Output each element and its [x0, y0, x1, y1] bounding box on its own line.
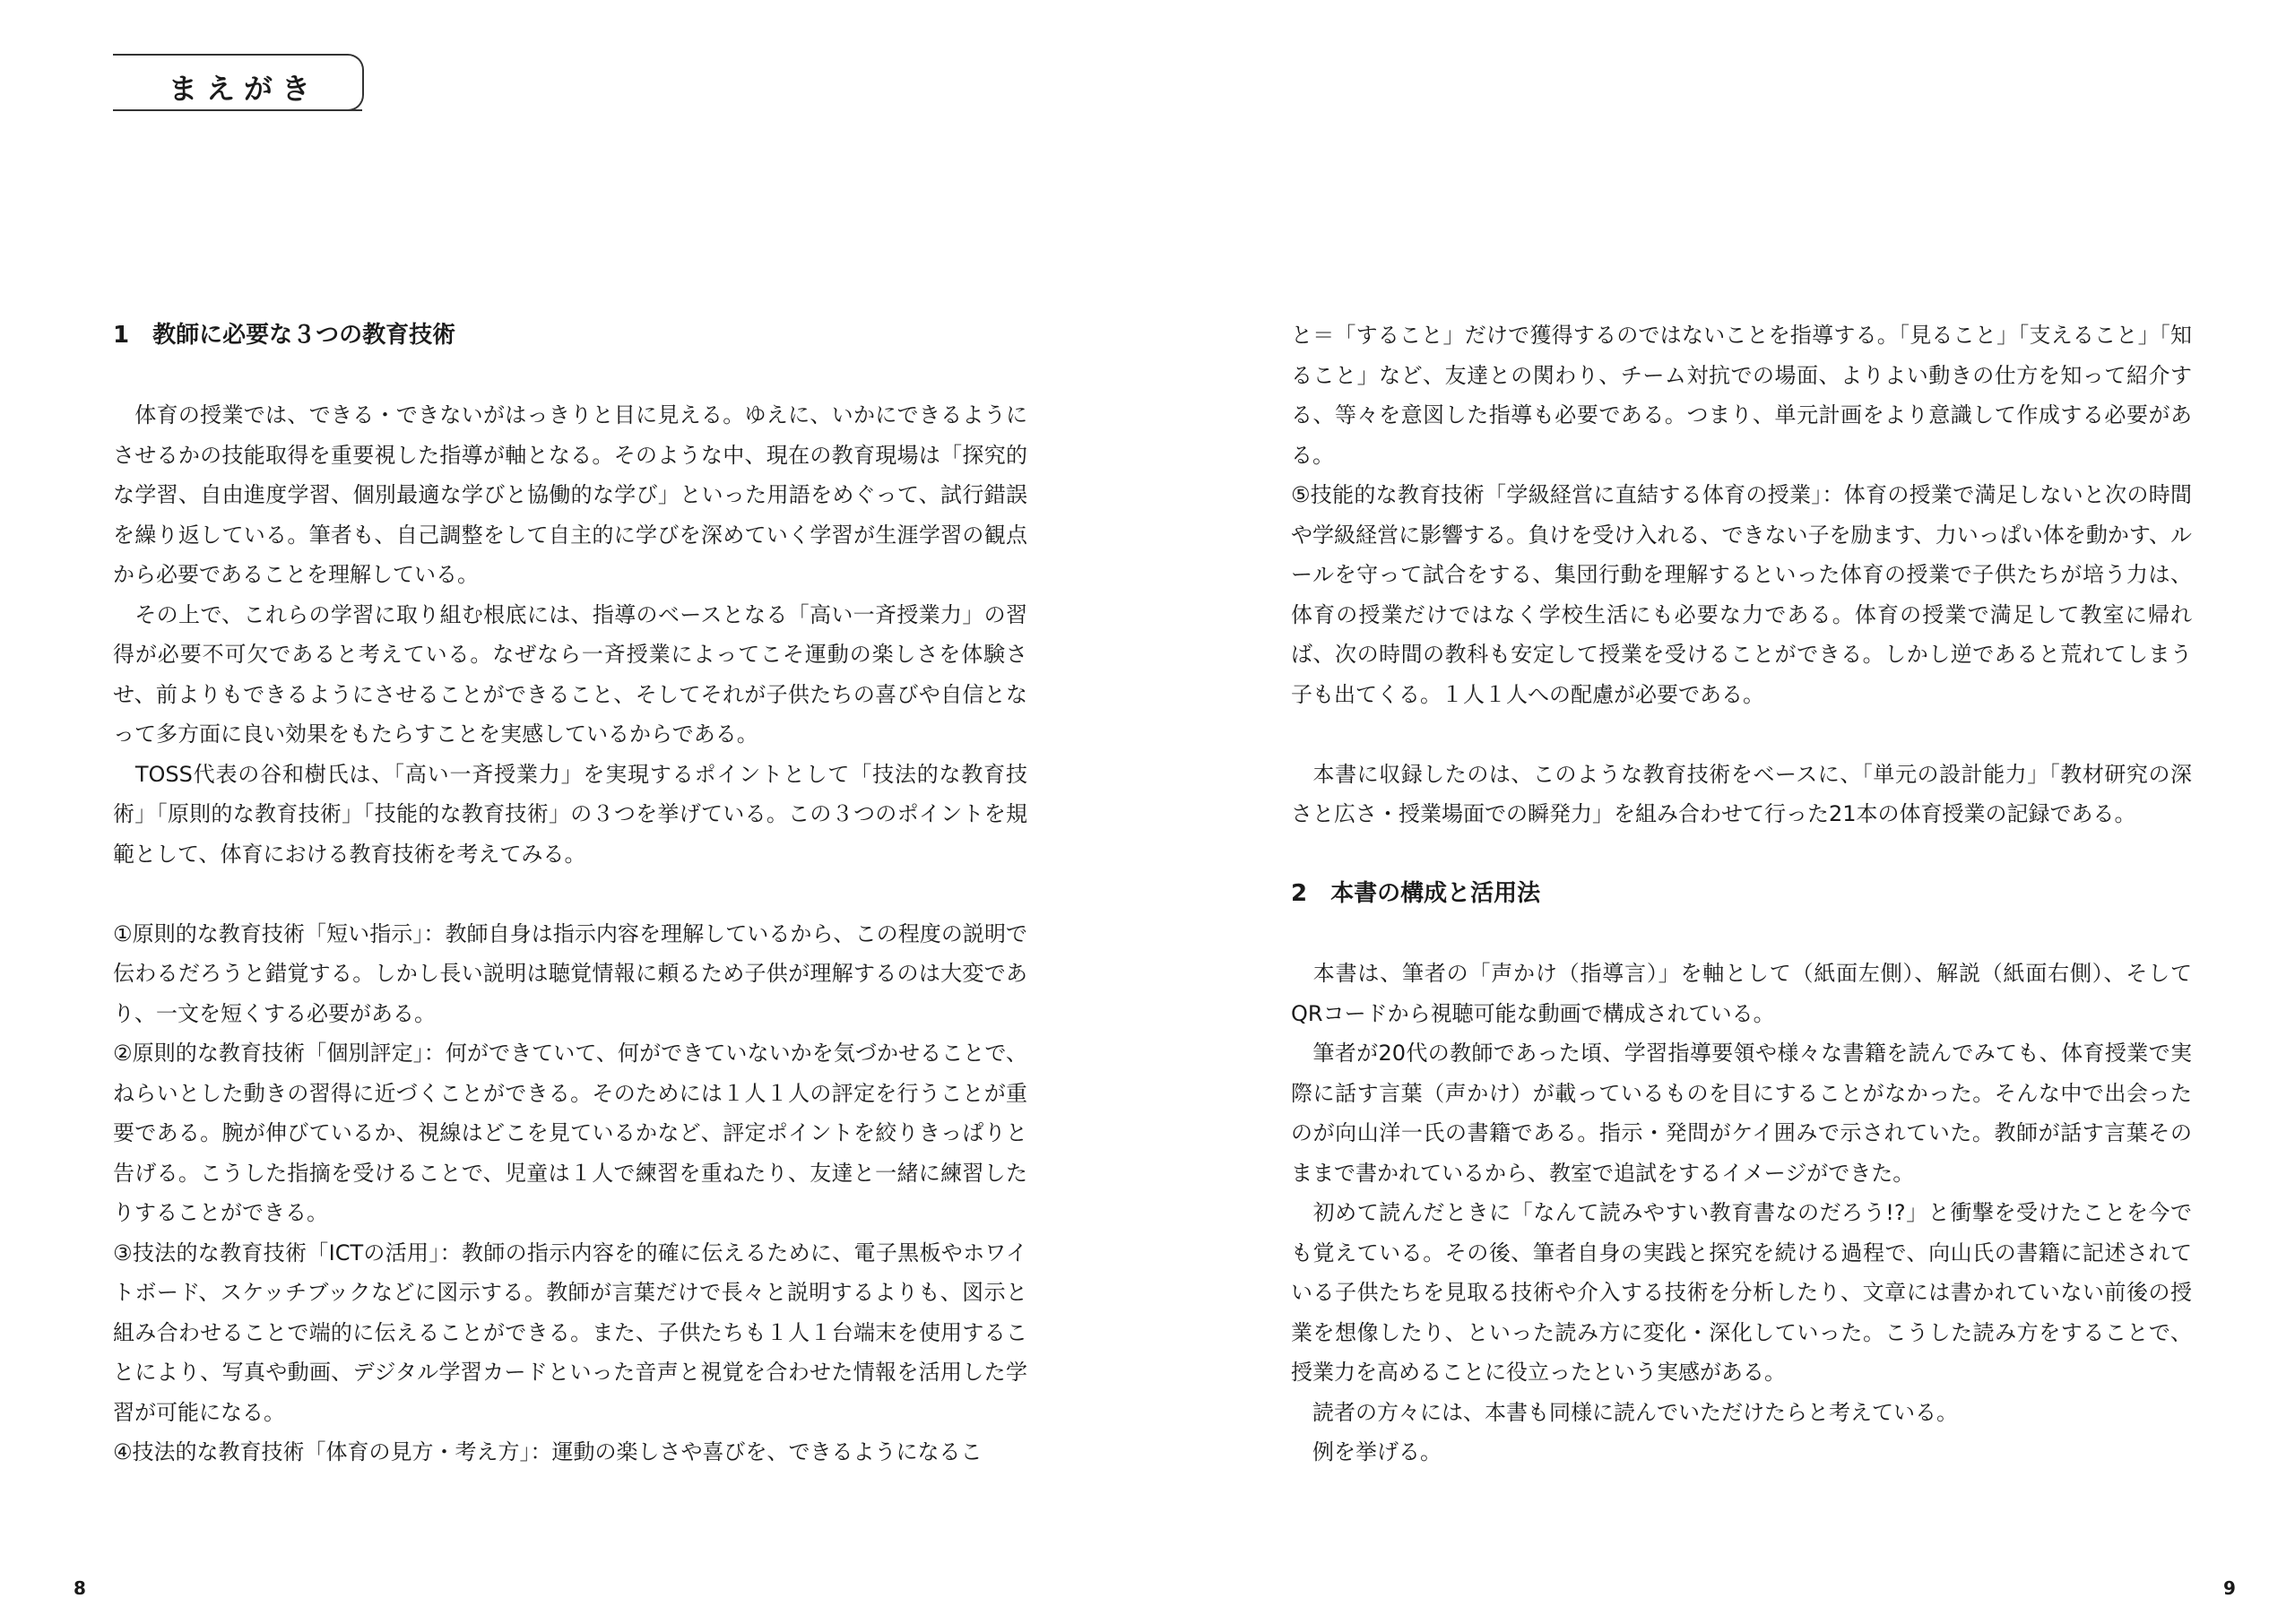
- paragraph: 例を挙げる。: [1291, 1439, 1442, 1464]
- paragraph: 初めて読んだときに「なんて読みやすい教育書なのだろう!?」と衝撃を受けたことを今でも覚えている。その後、筆者自身の実践と探究を続ける過程で、向山氏の書籍に記述されている子供たちを見取る技術や介入する技術を分析したり、文章には書かれていない前後の授業を想像したり、といった読み方に変化・深化していった。こうした読み方をすることで、授業力を高めることに役立ったという実感がある。: [1291, 1200, 2192, 1385]
- list-item: ④技法的な教育技術「体育の見方・考え方」：運動の楽しさや喜びを、できるようになるこ: [113, 1439, 983, 1464]
- paragraph: 筆者が20代の教師であった頃、学習指導要領や様々な書籍を読んでみても、体育授業で実際に話す言葉（声かけ）が載っているものを目にすることがなかった。そんな中で出会ったのが向山洋一氏の書籍である。指示・発問がケイ囲みで示されていた。教師が話す言葉そのままで書かれているから、教室で追試をするイメージができた。: [1291, 1041, 2192, 1186]
- spacer: [1291, 914, 2192, 955]
- paragraph: 本書は、筆者の「声かけ（指導言）」を軸として（紙面左側）、解説（紙面右側）、そしてQRコードから視聴可能な動画で構成されている。: [1291, 961, 2192, 1026]
- spacer: [1291, 834, 2192, 875]
- section-heading-2: 2 本書の構成と活用法: [1291, 880, 1541, 907]
- paragraph: 本書に収録したのは、このような教育技術をベースに、「単元の設計能力」「教材研究の深さと広さ・授業場面での瞬発力」を組み合わせて行った21本の体育授業の記録である。: [1291, 761, 2192, 826]
- page-number: 8: [74, 1577, 86, 1599]
- spacer: [113, 356, 1027, 396]
- right-text-column: [1291, 315, 2192, 1473]
- list-item: ①原則的な教育技術「短い指示」：教師自身は指示内容を理解しているから、この程度の説明で伝わるだろうと錯覚する。しかし長い説明は聴覚情報に頼るため子供が理解するのは大変であり、一文を短くする必要がある。: [113, 920, 1027, 1026]
- list-item: ②原則的な教育技術「個別評定」：何ができていて、何ができていないかを気づかせることで、ねらいとした動きの習得に近づくことができる。そのためには１人１人の評定を行うことが重要である。腕が伸びているか、視線はどこを見ているかなど、評定ポイントを絞りきっぱりと告げる。こうした指摘を受けることで、児童は１人で練習を重ねたり、友達と一緒に練習したりすることができる。: [113, 1041, 1027, 1225]
- list-item: ③技法的な教育技術「ICTの活用」：教師の指示内容を的確に伝えるために、電子黒板やホワイトボード、スケッチブックなどに図示する。教師が言葉だけで長々と説明するよりも、図示と組み合わせることで端的に伝えることができる。また、子供たちも１人１台端末を使用することにより、写真や動画、デジタル学習カードといった音声と視覚を合わせた情報を活用した学習が可能になる。: [113, 1240, 1027, 1425]
- paragraph: その上で、これらの学習に取り組む根底には、指導のベースとなる「高い一斉授業力」の習得が必要不可欠であると考えている。なぜなら一斉授業によってこそ運動の楽しさを体験させ、前よりもできるようにさせることができること、そしてそれが子供たちの喜びや自信となって多方面に良い効果をもたらすことを実感しているからである。: [113, 601, 1027, 747]
- paragraph: 体育の授業では、できる・できないがはっきりと目に見える。ゆえに、いかにできるようにさせるかの技能取得を重要視した指導が軸となる。そのような中、現在の教育現場は「探究的な学習、自由進度学習、個別最適な学びと協働的な学び」といった用語をめぐって、試行錯誤を繰り返している。筆者も、自己調整をして自主的に学びを深めていく学習が生涯学習の観点から必要であることを理解している。: [113, 402, 1027, 587]
- spacer: [1291, 714, 2192, 755]
- paragraph: TOSS代表の谷和樹氏は、「高い一斉授業力」を実現するポイントとして「技法的な教育技術」「原則的な教育技術」「技能的な教育技術」の３つを挙げている。この３つのポイントを規範として、体育における教育技術を考えてみる。: [113, 761, 1027, 867]
- section-heading-1: 1 教師に必要な３つの教育技術: [113, 322, 456, 349]
- left-text-column: [113, 315, 1027, 1473]
- right-page: [1148, 0, 2295, 1624]
- spacer: [113, 874, 1027, 914]
- chapter-title: まえがき: [169, 72, 320, 106]
- chapter-title-box: [113, 54, 364, 111]
- list-item: ⑤技能的な教育技術「学級経営に直結する体育の授業」：体育の授業で満足しないと次の時間や学級経営に影響する。負けを受け入れる、できない子を励ます、力いっぱい体を動かす、ルールを守って試合をする、集団行動を理解するといった体育の授業で子供たちが培う力は、体育の授業だけではなく学校生活にも必要な力である。体育の授業で満足して教室に帰れば、次の時間の教科も安定して授業を受けることができる。しかし逆であると荒れてしまう子も出てくる。１人１人への配慮が必要である。: [1291, 482, 2192, 707]
- list-item-continued: と＝「すること」だけで獲得するのではないことを指導する。「見ること」「支えること」「知ること」など、友達との関わり、チーム対抗での場面、よりよい動きの仕方を知って紹介する、等々を意図した指導も必要である。つまり、単元計画をより意識して作成する必要がある。: [1291, 323, 2192, 468]
- page-number: 9: [2223, 1577, 2236, 1599]
- paragraph: 読者の方々には、本書も同様に読んでいただけたらと考えている。: [1291, 1399, 1958, 1425]
